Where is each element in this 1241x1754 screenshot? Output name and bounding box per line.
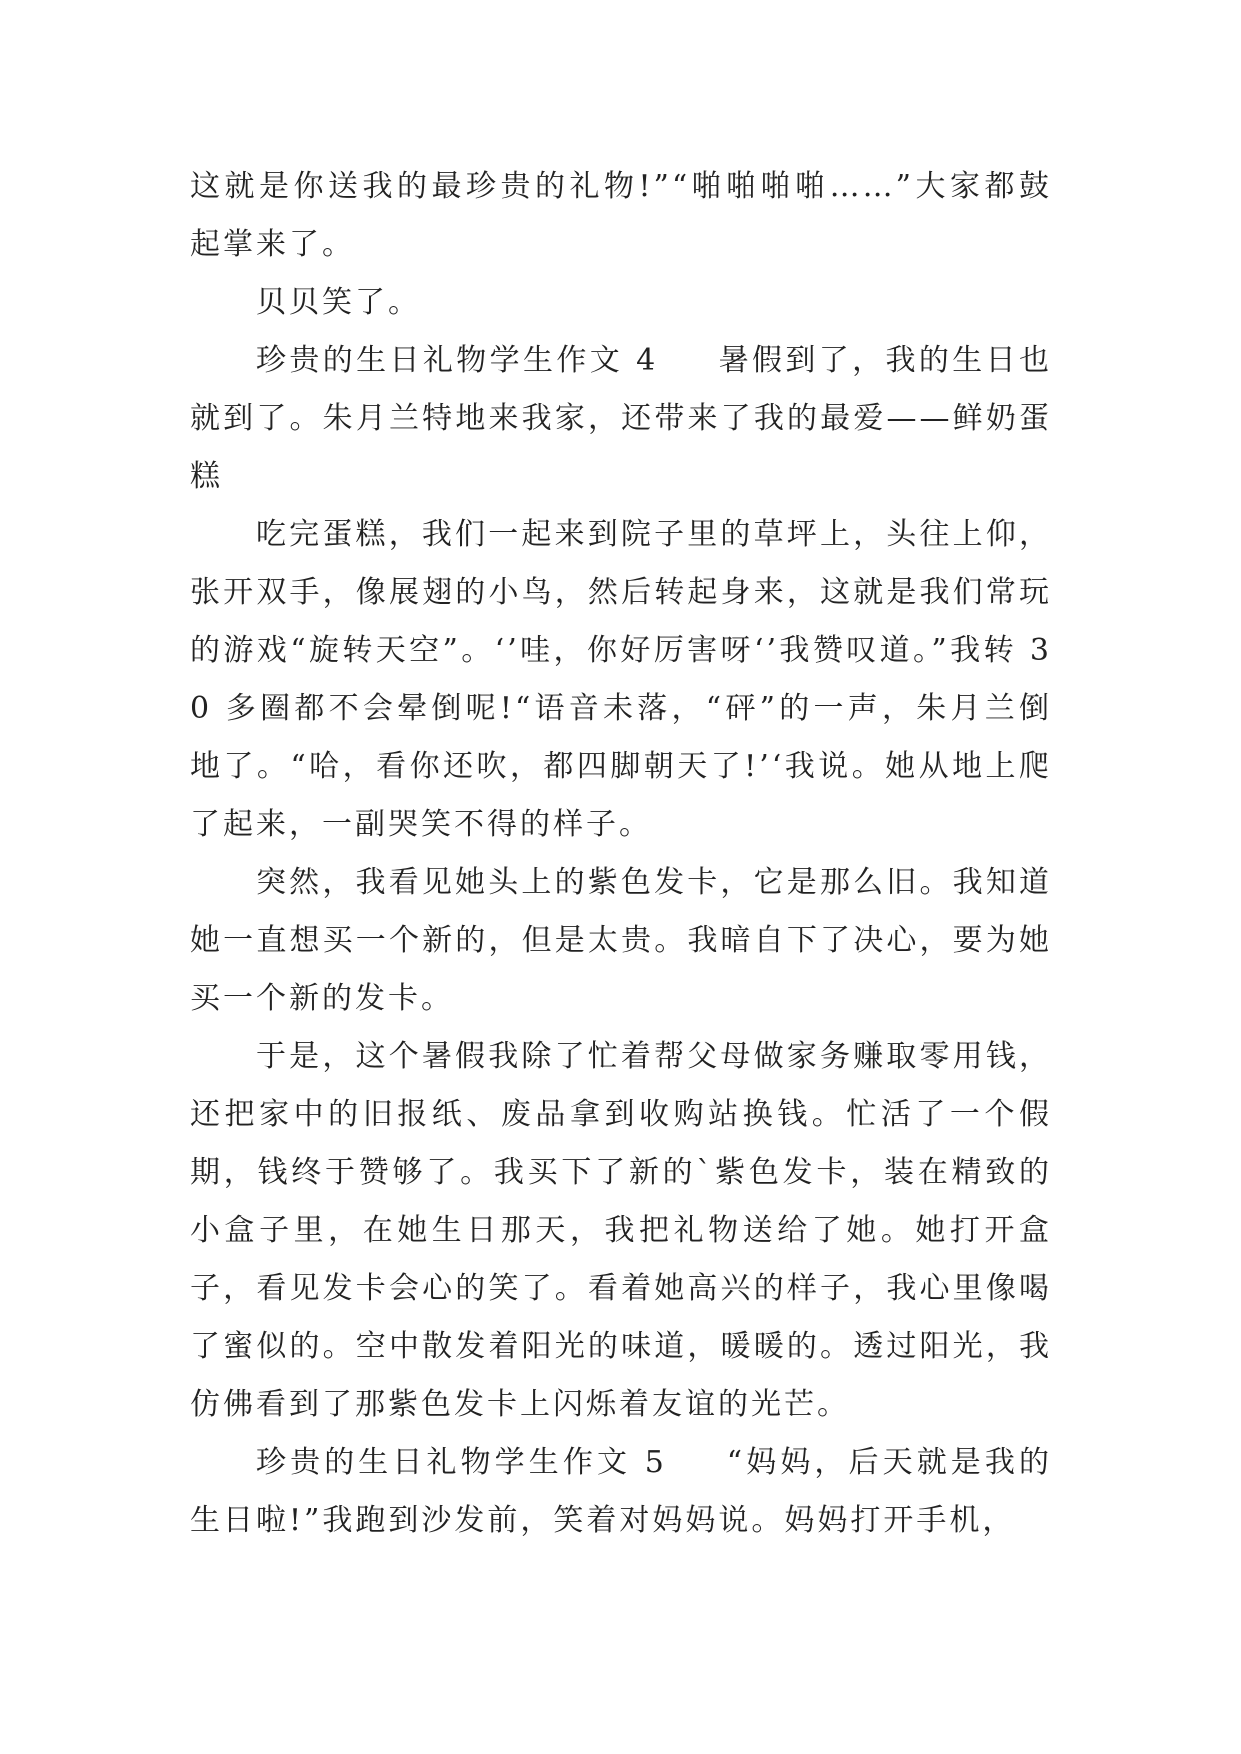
essay-5-heading: 珍贵的生日礼物学生作文 5 <box>256 1445 667 1480</box>
essay-4-heading: 珍贵的生日礼物学生作文 4 <box>256 343 659 378</box>
paragraph-7-text: “妈妈，后天就是我的生日啦!”我跑到沙发前，笑着对妈妈说。妈妈打开手机， <box>190 1445 1053 1538</box>
document-page <box>190 158 1052 1550</box>
paragraph-6 <box>190 1028 1052 1434</box>
paragraph-4-text: 吃完蛋糕，我们一起来到院子里的草坪上，头往上仰，张开双手，像展翅的小鸟，然后转起身来，这就是我们常玩的游戏“旋转天空”。‘’哇，你好厉害呀‘’我赞叹道。”我转 30 多圈都不会晕倒呢!“语音未落，“砰”的一声，朱月兰倒地了。“哈，看你还吹，都四脚朝天了!’‘我说。她从地上爬了起来，一副哭笑不得的样子。 <box>190 517 1052 842</box>
paragraph-5 <box>190 854 1052 1028</box>
paragraph-3-text: 暑假到了，我的生日也就到了。朱月兰特地来我家，还带来了我的最爱——鲜奶蛋糕 <box>190 343 1053 494</box>
paragraph-1-text: 这就是你送我的最珍贵的礼物!”“啪啪啪啪……”大家都鼓起掌来了。 <box>190 169 1052 262</box>
paragraph-6-text: 于是，这个暑假我除了忙着帮父母做家务赚取零用钱，还把家中的旧报纸、废品拿到收购站换钱。忙活了一个假期，钱终于赞够了。我买下了新的`紫色发卡，装在精致的小盒子里，在她生日那天，我把礼物送给了她。她打开盒子，看见发卡会心的笑了。看着她高兴的样子，我心里像喝了蜜似的。空中散发着阳光的味道，暖暖的。透过阳光，我仿佛看到了那紫色发卡上闪烁着友谊的光芒。 <box>190 1039 1052 1422</box>
paragraph-4 <box>190 506 1052 854</box>
paragraph-5-text: 突然，我看见她头上的紫色发卡，它是那么旧。我知道她一直想买一个新的，但是太贵。我暗自下了决心，要为她买一个新的发卡。 <box>190 865 1052 1016</box>
paragraph-1 <box>190 158 1052 274</box>
paragraph-7 <box>190 1434 1052 1550</box>
paragraph-2-text: 贝贝笑了。 <box>256 285 421 320</box>
paragraph-3 <box>190 332 1052 506</box>
paragraph-2 <box>190 274 1052 332</box>
